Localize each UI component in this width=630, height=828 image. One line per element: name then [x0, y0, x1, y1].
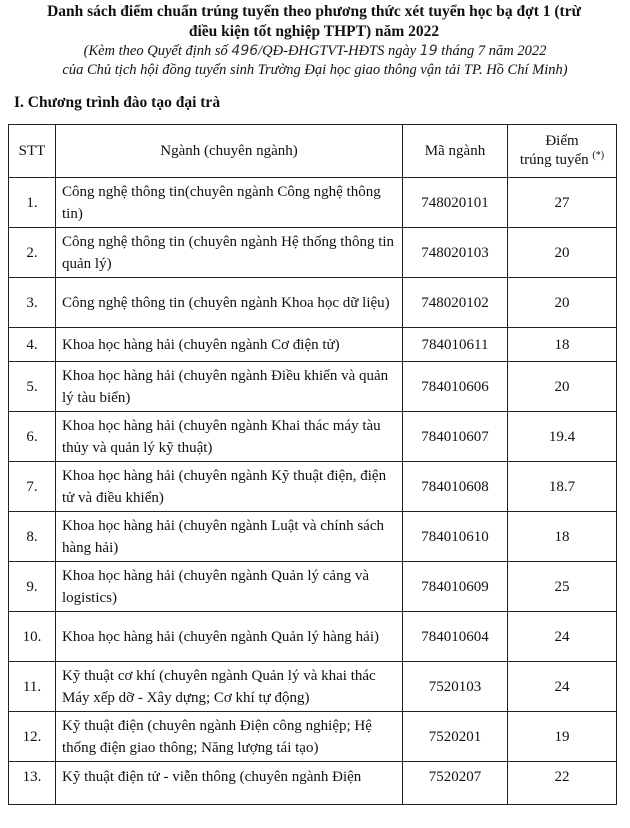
document-subtitle-line1 [10, 42, 620, 61]
cell-score: 19.4 [508, 412, 617, 462]
cell-code: 784010607 [403, 412, 508, 462]
decision-number-handwritten: 496 [231, 43, 259, 59]
document-title-line2: điều kiện tốt nghiệp THPT) năm 2022 [188, 23, 440, 40]
header-score [508, 125, 617, 178]
cell-code: 748020101 [403, 178, 508, 228]
cell-code: 784010611 [403, 328, 508, 362]
cell-code: 748020102 [403, 278, 508, 328]
cell-code: 784010609 [403, 562, 508, 612]
cell-major: Công nghệ thông tin(chuyên ngành Công nghệ thông tin) [56, 178, 403, 228]
table-row [9, 178, 617, 228]
cell-stt: 12. [9, 712, 56, 762]
cell-score: 22 [508, 762, 617, 805]
cell-stt: 11. [9, 662, 56, 712]
cell-major: Khoa học hàng hải (chuyên ngành Luật và chính sách hàng hải) [56, 512, 403, 562]
cell-code: 7520207 [403, 762, 508, 805]
header-stt: STT [9, 125, 56, 178]
decision-day-handwritten: 19 [419, 43, 438, 59]
table-row [9, 712, 617, 762]
cell-score: 27 [508, 178, 617, 228]
cell-stt: 1. [9, 178, 56, 228]
cell-score: 18 [508, 512, 617, 562]
table-row [9, 462, 617, 512]
cell-stt: 8. [9, 512, 56, 562]
table-row [9, 362, 617, 412]
table-row [9, 228, 617, 278]
cell-score: 24 [508, 612, 617, 662]
cell-score: 20 [508, 362, 617, 412]
cell-code: 7520201 [403, 712, 508, 762]
cell-stt: 5. [9, 362, 56, 412]
header-score-line1: Điểm [545, 133, 579, 149]
section-heading: I. Chương trình đào tạo đại trà [14, 94, 221, 111]
cell-major: Kỹ thuật điện tử - viễn thông (chuyên ngành Điện [56, 762, 403, 805]
cell-major: Khoa học hàng hải (chuyên ngành Khai thác máy tàu thủy và quản lý kỹ thuật) [56, 412, 403, 462]
table-body [9, 178, 617, 805]
cell-code: 784010604 [403, 612, 508, 662]
cell-score: 24 [508, 662, 617, 712]
table-row [9, 762, 617, 805]
table-row [9, 412, 617, 462]
table-row [9, 612, 617, 662]
table-row [9, 662, 617, 712]
cell-score: 20 [508, 228, 617, 278]
cell-code: 784010608 [403, 462, 508, 512]
cell-major: Khoa học hàng hải (chuyên ngành Quản lý cảng và logistics) [56, 562, 403, 612]
document-subtitle [10, 42, 620, 80]
cell-major: Khoa học hàng hải (chuyên ngành Kỹ thuật điện, điện tử và điều khiển) [56, 462, 403, 512]
cell-score: 25 [508, 562, 617, 612]
cell-major: Công nghệ thông tin (chuyên ngành Hệ thống thông tin quản lý) [56, 228, 403, 278]
cell-stt: 13. [9, 762, 56, 805]
subtitle-part-a: (Kèm theo Quyết định số [83, 43, 232, 59]
cell-code: 784010606 [403, 362, 508, 412]
header-score-note: (*) [592, 150, 605, 161]
cell-major: Kỹ thuật cơ khí (chuyên ngành Quản lý và khai thác Máy xếp dỡ - Xây dựng; Cơ khí tự động) [56, 662, 403, 712]
cell-major: Khoa học hàng hải (chuyên ngành Cơ điện tử) [56, 328, 403, 362]
admission-score-table [8, 124, 617, 805]
header-major: Ngành (chuyên ngành) [56, 125, 403, 178]
table-header-row [9, 125, 617, 178]
cell-stt: 3. [9, 278, 56, 328]
cell-stt: 4. [9, 328, 56, 362]
table-row [9, 278, 617, 328]
cell-score: 20 [508, 278, 617, 328]
cell-major: Khoa học hàng hải (chuyên ngành Quản lý hàng hải) [56, 612, 403, 662]
header-score-line2 [514, 150, 610, 169]
cell-stt: 7. [9, 462, 56, 512]
cell-stt: 6. [9, 412, 56, 462]
cell-major: Công nghệ thông tin (chuyên ngành Khoa học dữ liệu) [56, 278, 403, 328]
header-score-text: trúng tuyển [519, 152, 589, 168]
document-subtitle-line2: của Chủ tịch hội đồng tuyển sinh Trường Đại học giao thông vận tải TP. Hồ Chí Minh) [62, 62, 568, 78]
table-row [9, 512, 617, 562]
table-row [9, 562, 617, 612]
cell-stt: 2. [9, 228, 56, 278]
subtitle-part-b: /QĐ-ĐHGTVT-HĐTS ngày [258, 43, 420, 59]
cell-score: 18 [508, 328, 617, 362]
cell-stt: 9. [9, 562, 56, 612]
document-title [14, 2, 614, 42]
document-title-line1: Danh sách điểm chuẩn trúng tuyển theo phương thức xét tuyển học bạ đợt 1 (trừ [47, 3, 581, 20]
cell-code: 748020103 [403, 228, 508, 278]
header-code: Mã ngành [403, 125, 508, 178]
cell-major: Kỹ thuật điện (chuyên ngành Điện công nghiệp; Hệ thống điện giao thông; Năng lượng tái tạo) [56, 712, 403, 762]
cell-major: Khoa học hàng hải (chuyên ngành Điều khiển và quản lý tàu biển) [56, 362, 403, 412]
cell-code: 7520103 [403, 662, 508, 712]
table-row [9, 328, 617, 362]
subtitle-part-c: tháng 7 năm 2022 [437, 43, 547, 59]
cell-stt: 10. [9, 612, 56, 662]
cell-score: 18.7 [508, 462, 617, 512]
cell-score: 19 [508, 712, 617, 762]
cell-code: 784010610 [403, 512, 508, 562]
